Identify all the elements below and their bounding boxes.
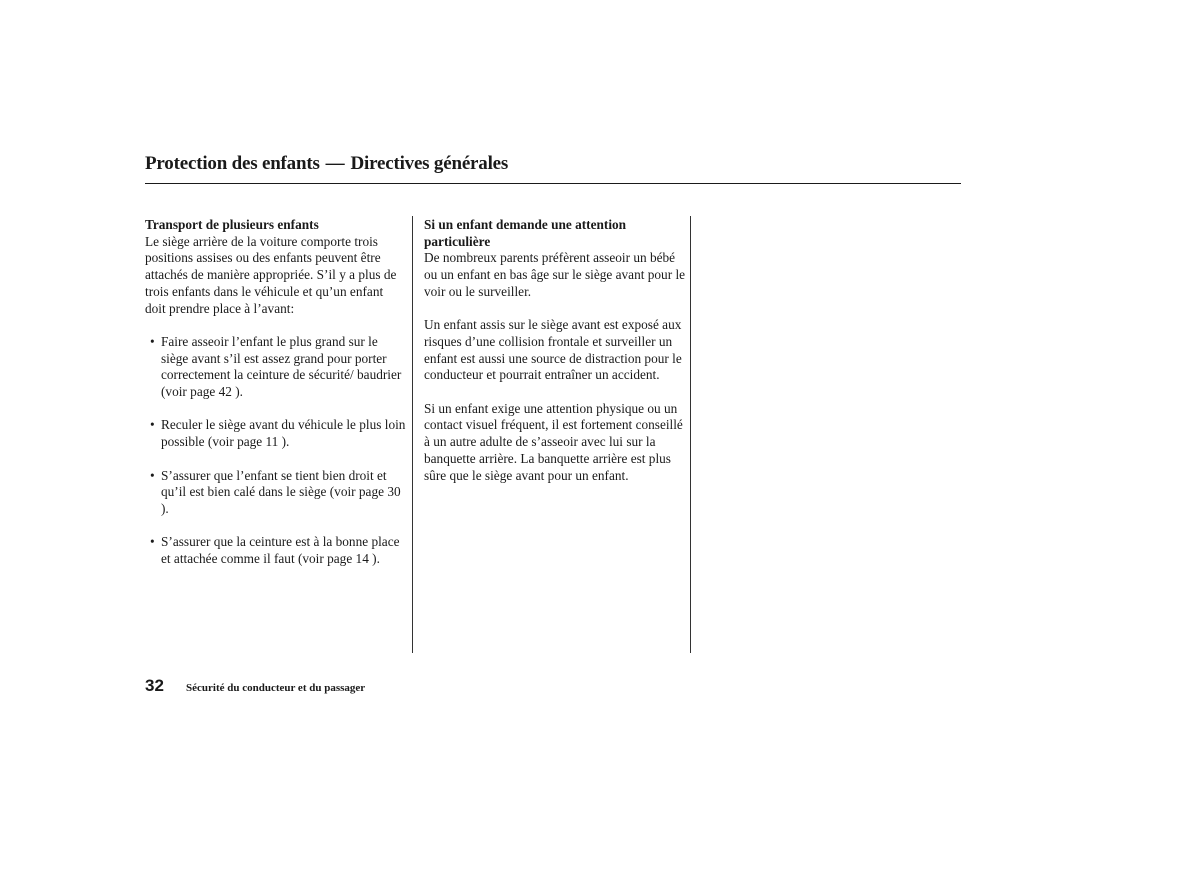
page-number: 32	[145, 676, 164, 695]
list-item-text: Faire asseoir l’enfant le plus grand sur le siège avant s’il est assez grand pour porter correctement la ceinture de sécurité/ baudrier (voir page 42 ).	[161, 333, 402, 400]
page-title-part2: Directives générales	[350, 153, 509, 174]
page-title-part1: Protection des enfants	[145, 153, 320, 174]
bullet-icon: •	[150, 534, 155, 550]
column-divider-right	[690, 216, 691, 653]
right-column-paragraph: Si un enfant exige une attention physique ou un contact visuel fréquent, il est fortement conseillé à un autre adulte de s’asseoir avec lui sur la banquette arrière. La banquette arrière est plus sûre que le siège avant pour un enfant.	[424, 400, 683, 483]
footer-section-title: Sécurité du conducteur et du passager	[186, 682, 366, 694]
list-item-text: S’assurer que la ceinture est à la bonne place et attachée comme il faut (voir page 14 ).	[161, 534, 400, 566]
bullet-icon: •	[150, 333, 155, 349]
title-rule	[145, 183, 961, 184]
column-divider-left	[412, 216, 413, 653]
bullet-icon: •	[150, 467, 155, 483]
list-item	[145, 468, 407, 518]
left-column-intro: Le siège arrière de la voiture comporte trois positions assises ou des enfants peuvent être attachés de manière appropriée. S’il y a plus de trois enfants dans le véhicule et qu’un enfant doit prendre place à l’avant:	[145, 233, 397, 316]
title-separator: —	[325, 153, 345, 174]
left-column-heading: Transport de plusieurs enfants	[145, 217, 319, 232]
list-item-text: Reculer le siège avant du véhicule le plus loin possible (voir page 11 ).	[161, 417, 406, 450]
list-item	[145, 334, 407, 401]
list-item-text: S’assurer que l’enfant se tient bien droit et qu’il est bien calé dans le siège (voir page 30 ).	[161, 467, 401, 516]
bullet-icon: •	[150, 417, 155, 433]
list-item	[145, 417, 407, 450]
right-column-paragraph: Un enfant assis sur le siège avant est exposé aux risques d’une collision frontale et surveiller un enfant est aussi une source de distraction pour le conducteur et pourrait entraîner un accident.	[424, 317, 682, 383]
page-title	[145, 153, 508, 175]
right-column-heading: Si un enfant demande une attention particulière	[424, 217, 627, 249]
left-column	[145, 217, 407, 584]
bullet-list	[145, 334, 407, 568]
list-item	[145, 534, 407, 567]
right-column-paragraph: De nombreux parents préfèrent asseoir un bébé ou un enfant en bas âge sur le siège avant pour le voir ou le surveiller.	[424, 250, 686, 299]
right-column	[424, 217, 686, 484]
